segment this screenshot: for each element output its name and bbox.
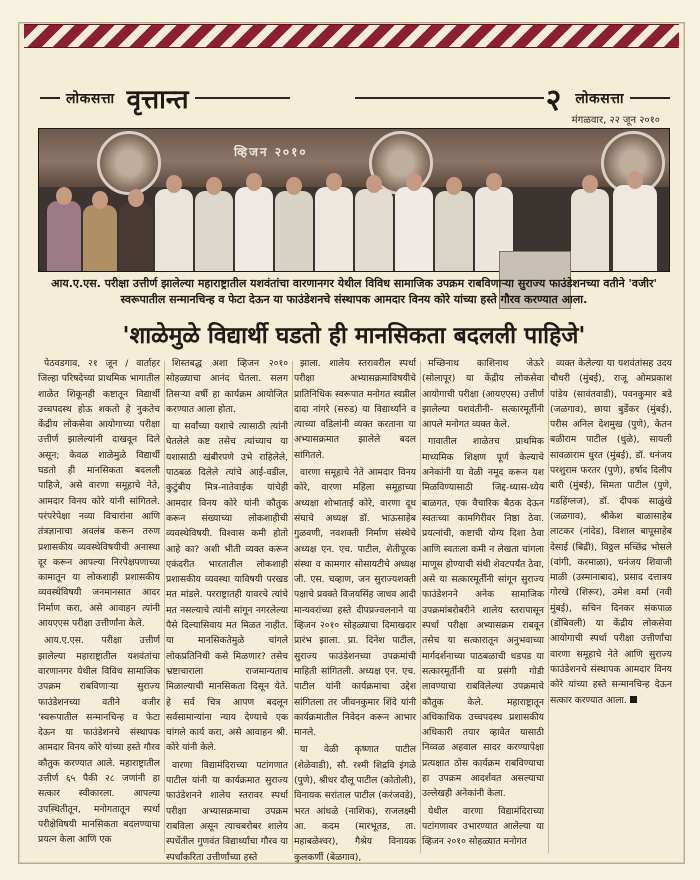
page-masthead [40,82,670,126]
article-column [422,356,544,856]
person [613,185,657,271]
person [435,191,473,271]
article-column [550,356,672,856]
person [275,191,313,271]
person-head [486,173,502,191]
article-paragraph: या वेळी कृष्णात पाटील (शेळेवाडी), सौ. रश्मी शिद्रवि इंगळे (पुणे), श्रीधर दौलू पाटील (कोतोली), विनायक सरांताल पाटील (करंजवडे), भरत आंधळे (नाशिक), राजलक्ष्मी आ. कदम (मारभूतड, ता. महाबळेश्वर), गैश्रेय विनायक कुलकर्णी (बेळगाव), [294,744,416,863]
person-head [92,191,108,209]
masthead-rule [195,97,290,99]
article-paragraph: गावातील शाळेतच प्राथमिक माध्यमिक शिक्षण पूर्ण केल्याचे अनेकांनी या वेळी नमूद करून यश मिळविण्यासाठी जिद्द-ध्यास-ध्येय बाळगत, एक वैचारिक बैठक देऊन स्वतःच्या कामगिरीवर निष्ठा ठेवा. प्रयत्नांची, कष्टाची योग्य दिशा ठेवा आणि स्वतःला कमी न लेखता चांगला माणूस होण्याची संधी शेवटपर्यंत ठेवा, असे या सत्कारमूर्तीनी सांगून सुराज्य फाउंडेशनने अनेक सामाजिक उपक्रमांबरोबरीने शालेय स्तरापासून स्पर्धा परीक्षा अभ्यासक्रम राबवून तसेच या सत्कारातून अनुभवाच्या मार्गदर्शनाच्या पाठबळाची धडपड या सत्कारमूर्तीनी या प्रसंगी गोडी लावण्याचा राबविलेल्या उपक्रमाचे कौतुक केले. महाराष्ट्रातून अधिकाधिक उच्चपदस्थ प्रशासकीय अधिकारी तयार व्हावेत यासाठी निव्वळ अहवाल सादर करण्यापेक्षा प्रत्यक्षात ठोस कार्यक्रम राबविण्याचा हा उपक्रम आदर्शवत असल्याचा उल्लेखही अनेकांनी केला. [422,436,544,800]
banner-text: व्हिजन २०१० [234,145,308,159]
person-head [627,171,643,189]
article-paragraph: आय.ए.एस. परीक्षा उत्तीर्ण झालेल्या महाराष्ट्रातील यशवंतांचा वारणानगर येथील विविध सामाजिक उपक्रम राबविणाऱ्या सुराज्य फाउंडेशनच्या वतीने वजीर 'स्वरूपातील सन्मानचिन्ह व फेटा देऊन या फाउंडेशनचे संस्थापक आमदार विनय कोरे यांच्या हस्ते गौरव कौतुक करण्यात आले. महाराष्ट्रातील उत्तीर्ण ६५ पैकी २८ जणांनी हा सत्कार स्वीकारला. आपल्या उपस्थितीतून, मनोगतातून स्पर्धा परीक्षेविषयी मानसिकता बदलण्याचा प्रयत्न केला आणि एक [38,635,160,846]
person [571,189,609,271]
person [315,187,353,271]
person-head [446,177,462,195]
end-mark-icon [630,696,637,703]
masthead-rule [40,97,60,99]
person [195,191,233,271]
person [395,187,433,271]
person-head [366,175,382,193]
page-number: २ [545,82,562,118]
article-column [38,356,160,856]
article-paragraph: शिस्तबद्ध अशा व्हिजन २०१० सोहळ्याचा आनंद घेतला. सलग तिसऱ्या वर्षी हा कार्यक्रम आयोजित करण्यात आला होता. [166,358,288,415]
person [355,189,393,271]
section-title: वृत्तान्त [126,85,189,115]
person [83,205,117,271]
person [155,189,193,271]
person-head [406,173,422,191]
brand-name-left: लोकसत्ता [66,90,115,107]
issue-date: मंगळवार, २२ जून २०१० [571,115,660,126]
brand-name-right: लोकसत्ता [575,90,624,107]
article-paragraph: येथील वारणा विद्यामंदिराच्या पटांगणावर उभारण्यात आलेल्या या व्हिजन २०१० सोहळ्यात मनोगत [422,805,544,848]
article-body [38,356,672,863]
article-paragraph: या सर्वांच्या यशाचे त्यासाठी त्यांनी घेतलेले कष्ट तसेच त्यांच्याच या यशासाठी खंबीरपणे उभे राहिलेले, पाठबळ दिलेले त्यांचे आई-वडील, कुटुंबीय मित्र-नातेवाईक यांचेही आमदार विनय कोरे यांनी कौतुक करून संख्याच्या लोकशाहीची व्यवस्थेविषयी. विश्वास कमी होतो आहे का? अशी भीती व्यक्त करून एकंदरीत भारतातील लोकशाही प्रशासकीय व्यवस्था याविषयी परखड मत मांडले. परराष्ट्रातही यावरचे त्यांचे मत नसल्याचे त्यांनी सांगून नगरलेल्या पैसे दिल्यासिवाय मत मिळत नाहीत. या मानसिकतेमुळे चांगले लोकप्रतिनिधी कसे मिळणार? तसेच भ्रष्टाचाराला राजमान्यताच मिळाल्याची मानसिकता दिसून येते. हे सर्व चित्र आपण बदलून सर्वसामान्यांना न्याय देण्याचे एक चांगले कार्य करा, असे आवाहन श्री. कोरे यांनी केले. [166,421,288,754]
honorees-group [39,165,669,271]
article-paragraph: झाला. शालेय स्तरावरील स्पर्धा परीक्षा अभ्यासक्रमाविषयीचे प्रातिनिधिक स्वरूपात मनोगत स्वप्नील दादा नांगरे (सरुड) या विद्यार्थ्यांने व त्याच्या वडिलांनी व्यक्त करताना या अभ्यासक्रमात झालेले बदल सांगितले. [294,358,416,461]
article-column [166,356,288,863]
person-head [128,189,144,207]
article-column [294,356,416,863]
decorative-border-stripe [24,24,679,48]
article-headline: 'शाळेमुळे विद्यार्थी घडतो ही मानसिकता बदलली पाहिजे' [122,322,586,349]
person-head [326,173,342,191]
masthead-rule [355,97,544,99]
person-head [246,173,262,191]
person-head [56,187,72,205]
person [235,187,273,271]
photo-caption: आय.ए.एस. परीक्षा उत्तीर्ण झालेल्या महाराष्ट्रातील यशवंतांचा वारणानगर येथील विविध सामाजिक उपक्रम राबविणाऱ्या सुराज्य फाउंडेशनच्या वतीने 'वजीर' स्वरूपातील सन्मानचिन्ह व फेटा देऊन या फाउंडेशनचे संस्थापक आमदार विनय कोरे यांच्या हस्ते गौरव करण्यात आला. [51,277,657,306]
article-paragraph: पेठवडगाव, २१ जून / वार्ताहर जिल्हा परिषदेच्या प्राथमिक भागातील शाळेत शिकूनही कष्टातून विद्यार्थी उच्चपदस्थ होऊ शकतो हे नुकतेच केंद्रीय लोकसेवा आयोगाच्या परीक्षा उत्तीर्ण झालेल्यांनी दाखवून दिले असून; केवळ शाळेमुळे विद्यार्थी घडतो ही मानसिकता बदलली पाहिजे, असे वारणा समूहाचे नेते, आमदार विनय कोरे यांनी सांगितले. परंपरेपेक्षा नव्या विचारांना आणि तंत्रज्ञानाचा अवलंब करून तरुण प्रशासकीय व्यवस्थेविषयीची अनास्था दूर करून आपल्या निरपेक्षपणाच्या कामातून या लोकशाही प्रशासकीय व्यवस्थेविषयी जनमानसात आदर निर्माण करा, असे आवाहन त्यांनी आयएएस परीक्षा उत्तीर्णांना केले. [38,358,160,630]
event-photo [38,128,670,272]
person-head [582,175,598,193]
person [119,203,153,271]
person-head [286,177,302,195]
article-paragraph [550,356,672,708]
masthead-left [40,82,290,114]
article-paragraph: मच्छिनाथ काशिनाथ जेऊरे (सोलापूर) या केंद्रीय लोकसेवा आयोगाची परीक्षा (आयएएस) उत्तीर्ण झालेल्या यशवंतीनी- सत्कारमूर्तीनी आपले मनोगत व्यक्त केले. [422,358,544,431]
masthead-right [355,82,670,118]
article-paragraph: वारणा विद्यामंदिराच्या पटांगणात पाटील यांनी या कार्यक्रमात सुराज्य फाउंडेशनने शालेय स्तरावर स्पर्धा परीक्षा अभ्यासक्रमाचा उपक्रम राबविला असून त्याचबरोबर शालेय स्पर्धेतील गुणवंत विद्यार्थ्यांचा गौरव या स्पर्धांकरिता उत्तीर्णांच्या हस्ते [166,759,288,863]
masthead-rule [630,97,670,99]
article-text: व्यक्त केलेल्या या यशवंतांसह उदय चौधरी (मुंबई), राजू ओमप्रकाश पांडेय (सावंतवाडी), पवनकुमार बडे (जळगाव), छाया बुर्डेकर (मुंबई), परीस अनिल देशमुख (पुणे), केतन बळीराम पाटील (धुळे), सायली सावळाराम धुरत (मुंबई), डॉ. धनंजय परशुराम फरतर (पुणे), हर्षाद दिलीप बारी (मुंबई), सिमता पाटील (पुणे, गडहिंग्लज), डॉ. दीपक साळुंखे (जळगाव), श्रीकेश बाळासाहेब लाटकर (नांदेड), विशाल बापूसाहेब देसाई (बिद्री), विठ्ठल मच्छिंद्र भोसले (वांगी, करमाळा), धनंजय शिवाजी माळी (उस्मानाबाद), प्रसाद दत्तात्रय गोरखे (शिरूर), उमेश वर्मा (नवी मुंबई), सचिन दिनकर संकपाळ (डोंबिवली) या केंद्रीय लोकसेवा आयोगाची स्पर्धा परीक्षा उत्तीर्णांचा वारणा समूहाचे नेते आणि सुराज्य फाउंडेशनचे संस्थापक आमदार विनय कोरे यांच्या हस्ते सन्मानचिन्ह देऊन सत्कार करण्यात आला. [550,358,672,706]
person-head [166,175,182,193]
article-paragraph: वारणा समूहाचे नेते आमदार विनय कोरे, वारणा महिला समूहाच्या अध्यक्षा शोभाताई कोरे, वारणा दूध संघाचे अध्यक्ष डॉ. भाऊसाहेब गुळवणी, नवशक्ती निर्माण संस्थेचे अध्यक्ष एन. एच. पाटील, शेतीपूरक संस्था व कामगार सोसायटीचे अध्यक्ष जी. एस. चव्हाण, जन सुराज्यशक्ती पक्षाचे प्रवक्ते विजयसिंह जाधव आदी मान्यवरांच्या हस्ते दीपप्रज्वलनाने या व्हिजन २०१० सोहळ्याचा दिमाखदार प्रारंभ झाला. प्रा. दिनेश पाटील, सुराज्य फाउंडेशनच्या उपक्रमांची माहिती सांगितली. अध्यक्ष एन. एच. पाटील यांनी कार्यक्रमाचा उद्देश सांगितला तर जीवनकुमार शिंदे यांनी कार्यक्रमातील निवेदन करून आभार मानले. [294,467,416,739]
person-head [206,177,222,195]
person [47,201,81,271]
